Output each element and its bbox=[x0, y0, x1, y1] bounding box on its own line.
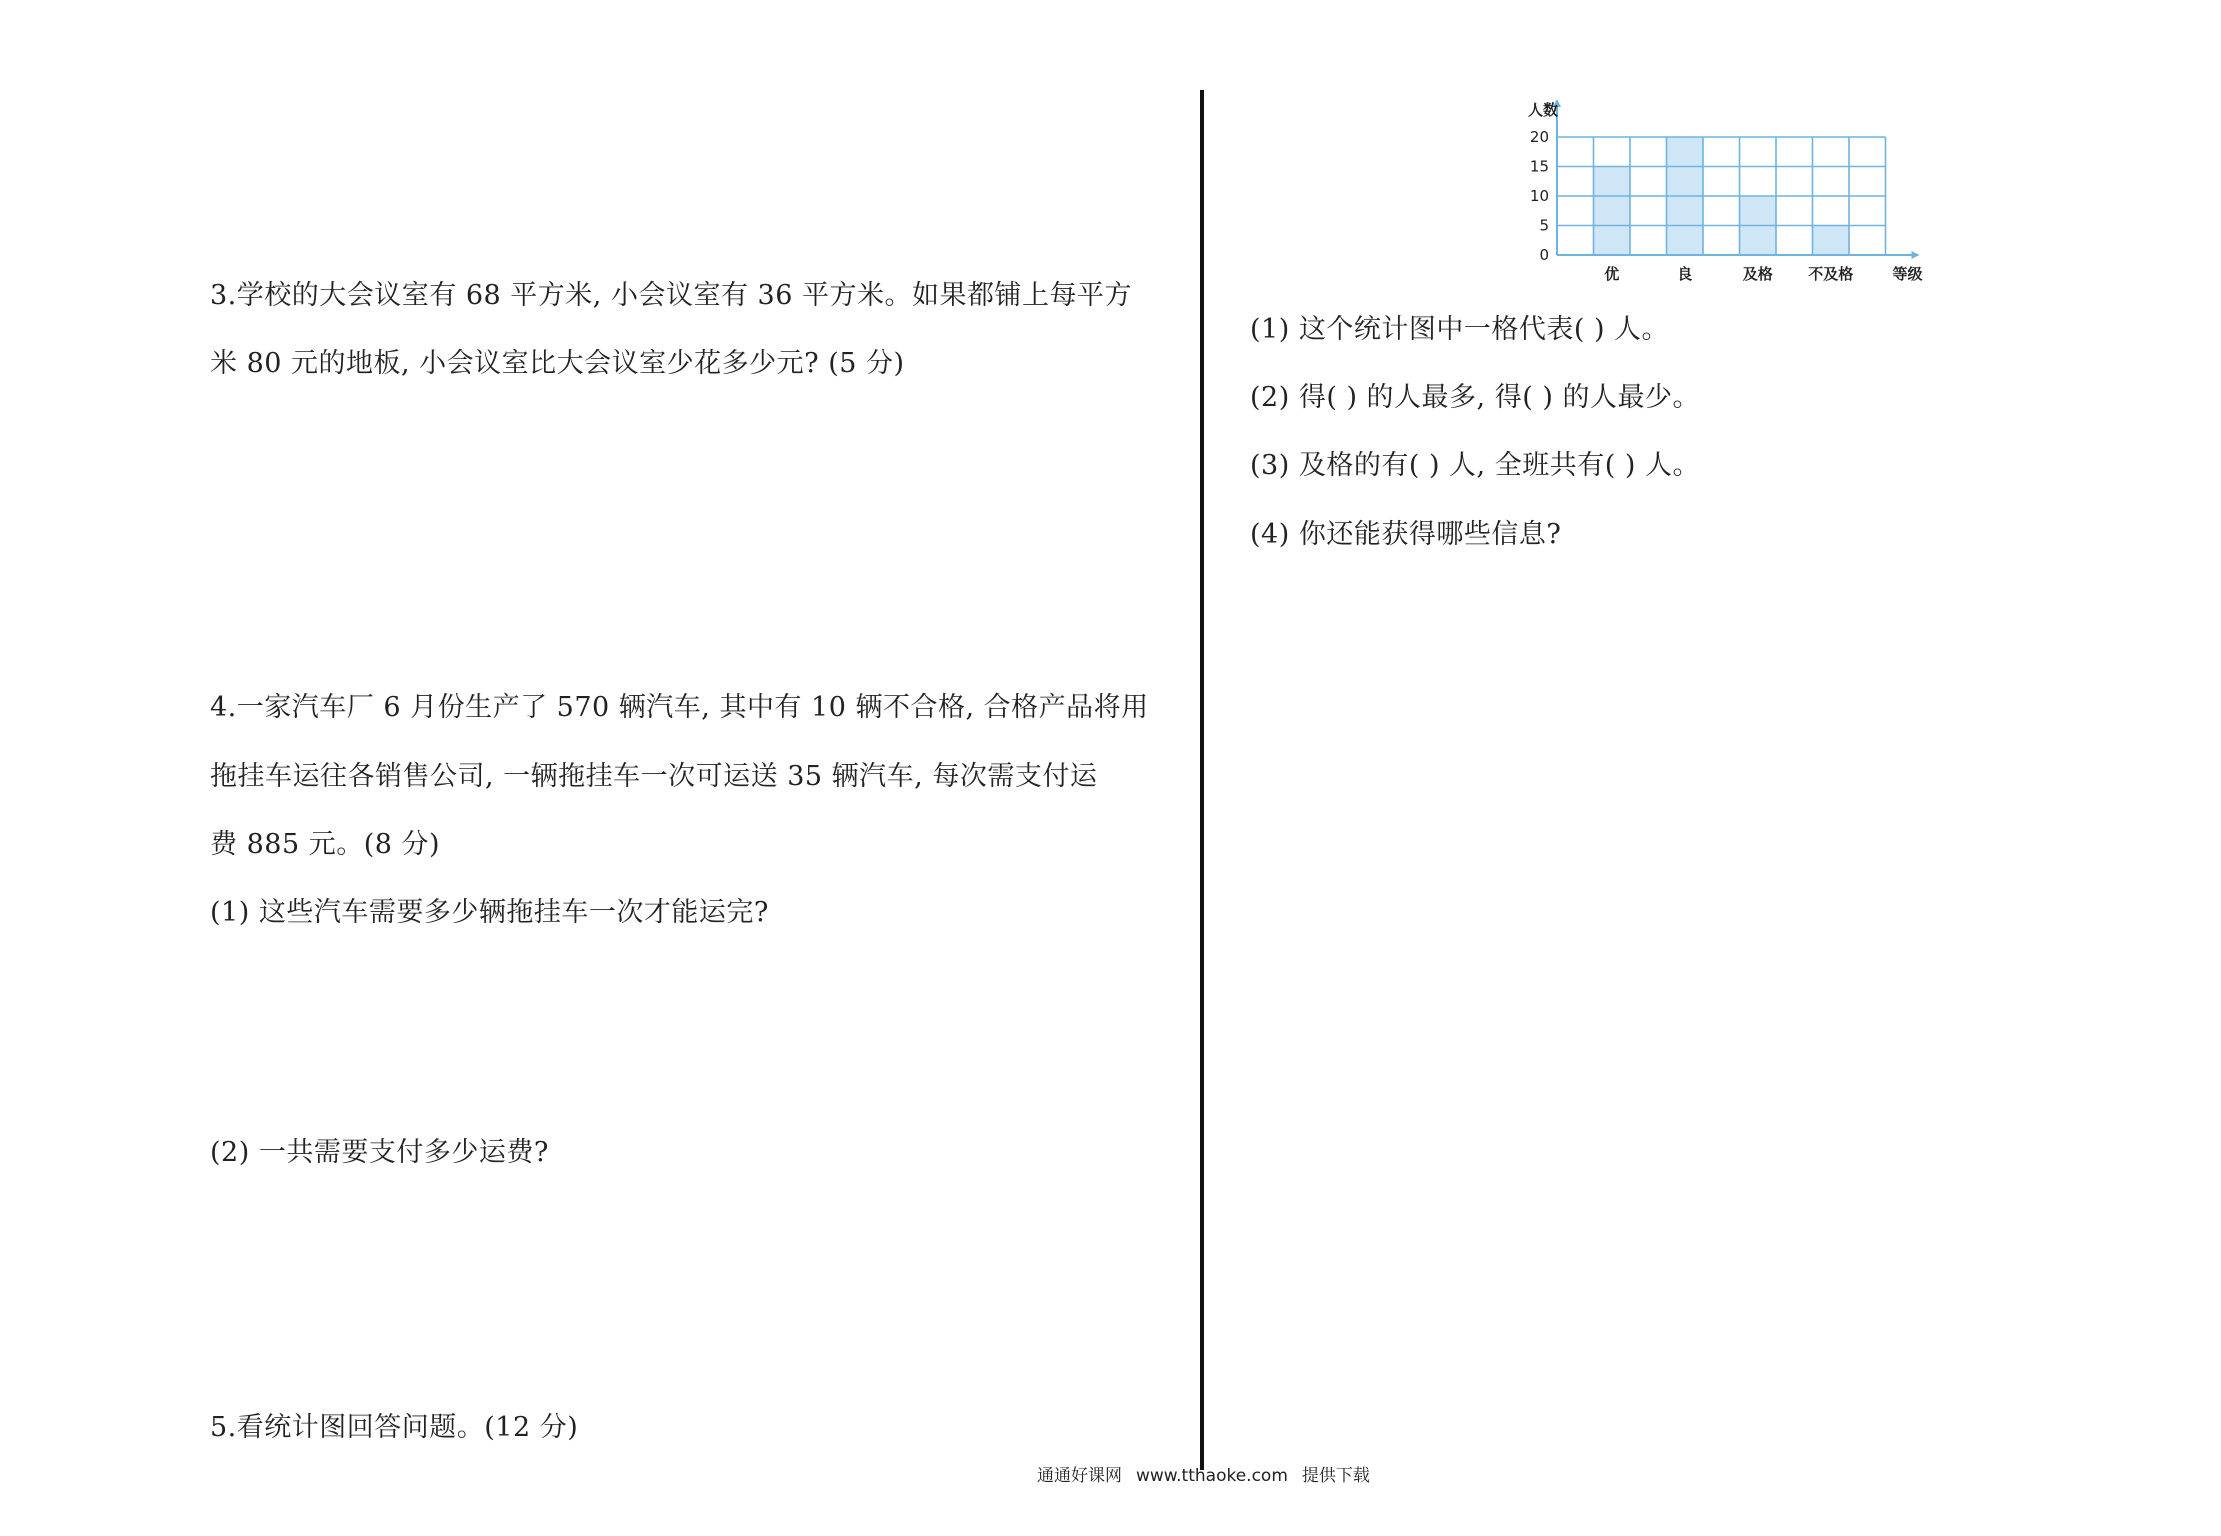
footer-note: 提供下载 bbox=[1301, 1466, 1370, 1486]
q5-sub-question-1: (1) 这个统计图中一格代表( ) 人。 bbox=[1250, 314, 1670, 345]
footer bbox=[1037, 1461, 1370, 1486]
column-divider bbox=[1200, 90, 1204, 1470]
y-tick-label: 15 bbox=[1529, 157, 1549, 176]
x-tick-label: 及格 bbox=[1742, 265, 1773, 283]
y-axis-label: 人数 bbox=[1527, 101, 1559, 119]
q5-sub-question-4: (4) 你还能获得哪些信息? bbox=[1250, 519, 1562, 550]
footer-site-name: 通通好课网 bbox=[1037, 1466, 1122, 1486]
x-tick-label: 良 bbox=[1677, 265, 1693, 283]
y-tick-label: 20 bbox=[1529, 128, 1549, 146]
y-tick-label: 0 bbox=[1539, 246, 1549, 264]
q5-line-1: 5.看统计图回答问题。(12 分) bbox=[210, 1412, 579, 1443]
q4-sub-question-1: (1) 这些汽车需要多少辆拖挂车一次才能运完? bbox=[210, 897, 769, 928]
footer-url: www.tthaoke.com bbox=[1136, 1466, 1288, 1486]
x-axis-label: 等级 bbox=[1892, 265, 1923, 283]
q4-line-1: 4.一家汽车厂 6 月份生产了 570 辆汽车, 其中有 10 辆不合格, 合格产品将用 bbox=[210, 692, 1149, 723]
q3-line-1: 3.学校的大会议室有 68 平方米, 小会议室有 36 平方米。如果都铺上每平方 bbox=[210, 280, 1132, 311]
y-tick-label: 10 bbox=[1529, 187, 1549, 205]
x-tick-label: 优 bbox=[1604, 265, 1620, 283]
q4-line-2: 拖挂车运往各销售公司, 一辆拖挂车一次可运送 35 辆汽车, 每次需支付运 bbox=[210, 761, 1098, 792]
x-axis-arrow bbox=[1912, 251, 1920, 259]
q4-line-3: 费 885 元。(8 分) bbox=[210, 829, 441, 860]
grade-bar-chart bbox=[1505, 95, 1925, 295]
q3-line-2: 米 80 元的地板, 小会议室比大会议室少花多少元? (5 分) bbox=[210, 348, 905, 379]
q5-sub-question-2: (2) 得( ) 的人最多, 得( ) 的人最少。 bbox=[1250, 382, 1700, 413]
bar-0 bbox=[1594, 167, 1631, 256]
y-tick-label: 5 bbox=[1539, 216, 1549, 235]
x-tick-label: 不及格 bbox=[1808, 265, 1854, 283]
q5-sub-question-3: (3) 及格的有( ) 人, 全班共有( ) 人。 bbox=[1250, 450, 1700, 481]
q4-sub-question-2: (2) 一共需要支付多少运费? bbox=[210, 1137, 549, 1168]
bar-3 bbox=[1813, 226, 1850, 256]
